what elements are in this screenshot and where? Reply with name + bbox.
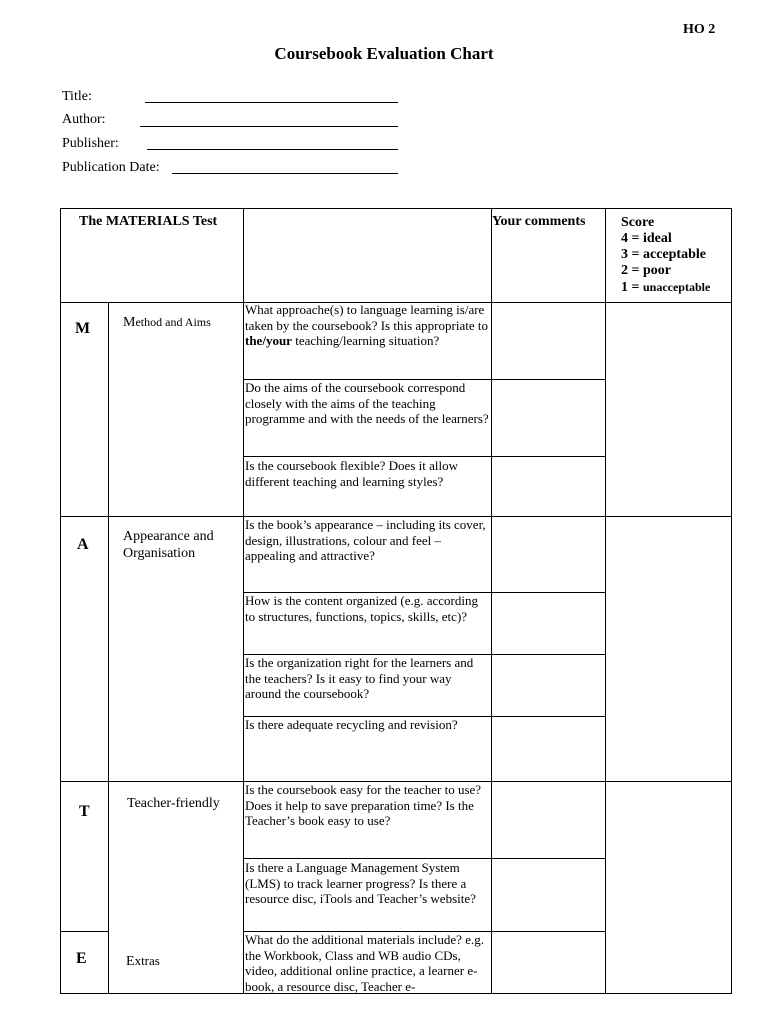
question-a-4: Is there adequate recycling and revision? bbox=[245, 717, 458, 732]
score-level-3: 3 = acceptable bbox=[621, 247, 706, 262]
section-letter-t: T bbox=[79, 803, 90, 820]
field-line-title[interactable] bbox=[145, 102, 398, 103]
field-label-publisher: Publisher: bbox=[62, 136, 119, 151]
header-materials-test: The MATERIALS Test bbox=[79, 214, 218, 229]
field-label-title: Title: bbox=[62, 89, 92, 104]
score-column[interactable] bbox=[606, 303, 731, 993]
question-t-2: Is there a Language Management System (LMS) to track learner progress? Is there a resource disc, iTools and Teacher’s website? bbox=[245, 860, 476, 906]
section-letter-a: A bbox=[77, 536, 89, 553]
section-category-e: Extras bbox=[126, 953, 160, 969]
score-level-4: 4 = ideal bbox=[621, 231, 672, 246]
section-category-t: Teacher-friendly bbox=[127, 796, 220, 811]
question-a-1: Is the book’s appearance – including its cover, design, illustrations, colour and feel – appealing and attractive? bbox=[245, 517, 486, 563]
score-level-2: 2 = poor bbox=[621, 263, 671, 278]
question-m-3: Is the coursebook flexible? Does it allow different teaching and learning styles? bbox=[245, 458, 458, 489]
section-category-a: Appearance and Organisation bbox=[123, 529, 214, 561]
question-e-1: What do the additional materials include? e.g. the Workbook, Class and WB audio CDs, video, additional online practice, a learner e-book, a resource disc, Teacher e- bbox=[245, 932, 484, 993]
score-title: Score bbox=[621, 215, 655, 230]
question-t-1: Is the coursebook easy for the teacher to use? Does it help to save preparation time? Is the Teacher’s book easy to use? bbox=[245, 782, 482, 828]
score-level-1: 1 = unacceptable bbox=[621, 280, 711, 295]
section-category-m: Method and Aims bbox=[123, 315, 211, 330]
header-score bbox=[621, 215, 710, 296]
field-line-author[interactable] bbox=[140, 126, 398, 127]
question-a-3: Is the organization right for the learners and the teachers? Is it easy to find your way around the coursebook? bbox=[245, 655, 474, 701]
question-a-2: How is the content organized (e.g. according to structures, functions, topics, skills, etc)? bbox=[245, 593, 478, 624]
field-line-publication-date[interactable] bbox=[172, 173, 398, 174]
section-letter-m: M bbox=[75, 320, 91, 337]
evaluation-table bbox=[60, 208, 732, 994]
section-letter-e: E bbox=[76, 950, 87, 967]
field-line-publisher[interactable] bbox=[147, 149, 398, 150]
question-m-1: What approache(s) to language learning is/are taken by the coursebook? Is this appropriate to the/your teaching/learning situation? bbox=[245, 302, 488, 348]
field-label-author: Author: bbox=[62, 112, 106, 127]
field-label-publication-date: Publication Date: bbox=[62, 160, 160, 175]
page-title: Coursebook Evaluation Chart bbox=[274, 44, 494, 63]
document-code: HO 2 bbox=[683, 22, 716, 37]
header-your-comments: Your comments bbox=[492, 214, 586, 229]
comments-column[interactable] bbox=[492, 303, 605, 993]
question-m-2: Do the aims of the coursebook correspond closely with the aims of the teaching programme and with the needs of the learners? bbox=[245, 380, 489, 426]
